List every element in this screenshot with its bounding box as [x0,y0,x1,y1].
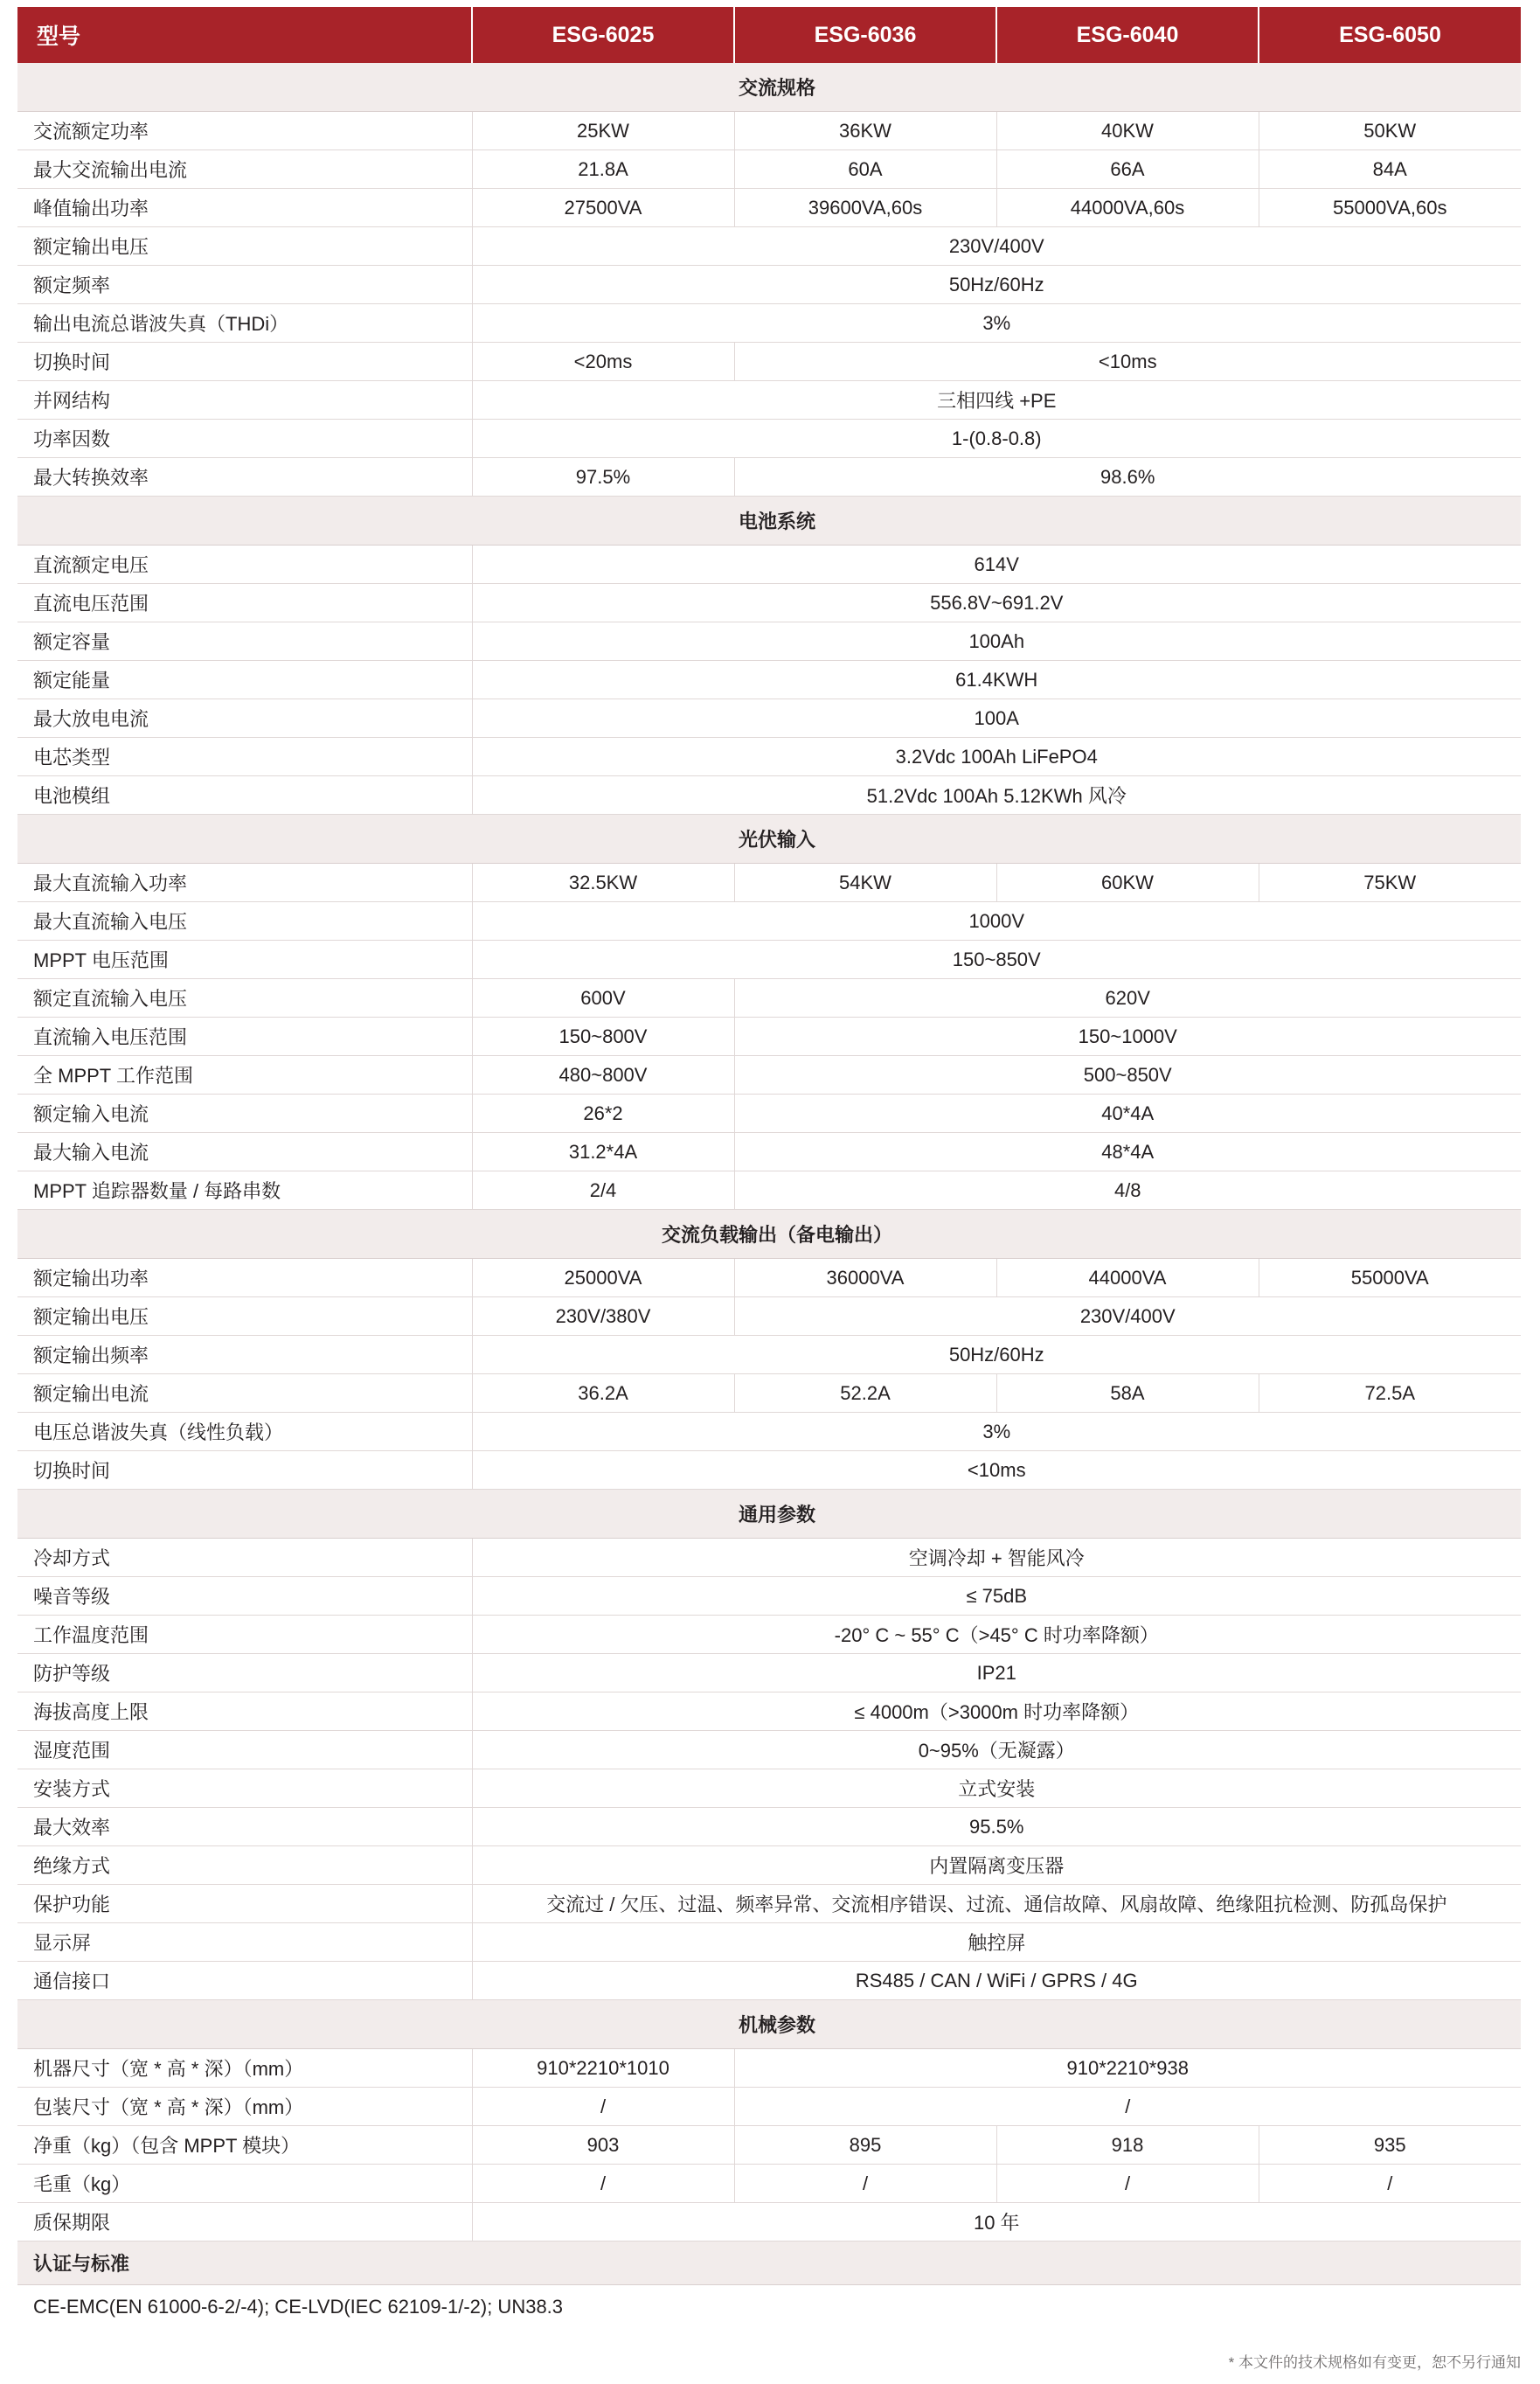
row-value: 3% [472,304,1521,343]
section-header-row [17,2000,1521,2049]
spec-sheet [0,7,1540,2384]
row-value: 230V/380V [472,1297,734,1336]
row-label: 直流输入电压范围 [17,1018,472,1056]
row-label: 防护等级 [17,1654,472,1692]
table-row [17,738,1521,776]
row-value: 2/4 [472,1171,734,1210]
row-value: 32.5KW [472,864,734,902]
table-row [17,1846,1521,1885]
table-row [17,304,1521,343]
table-row [17,622,1521,661]
header-model-1: ESG-6036 [734,7,996,63]
table-row [17,2049,1521,2088]
row-value: / [734,2088,1521,2126]
row-value: 1000V [472,902,1521,941]
row-label: 额定直流输入电压 [17,979,472,1018]
row-value: 52.2A [734,1374,996,1413]
table-row [17,458,1521,497]
table-row [17,661,1521,699]
row-value: 空调冷却 + 智能风冷 [472,1539,1521,1577]
row-label: 最大输入电流 [17,1133,472,1171]
row-label: 额定容量 [17,622,472,661]
row-label: 峰值输出功率 [17,189,472,227]
certification-block [17,2242,1521,2327]
row-value: 620V [734,979,1521,1018]
row-label: 额定输入电流 [17,1095,472,1133]
row-value: / [734,2165,996,2203]
table-row [17,1374,1521,1413]
table-row [17,699,1521,738]
header-row [17,7,1521,63]
table-row [17,902,1521,941]
row-value: 36KW [734,112,996,150]
table-row [17,864,1521,902]
row-value: <10ms [472,1451,1521,1490]
section-title: 机械参数 [17,2000,1521,2049]
table-body [17,63,1521,2242]
row-value: 66A [996,150,1259,189]
table-row [17,941,1521,979]
row-value: -20° C ~ 55° C（>45° C 时功率降额） [472,1616,1521,1654]
section-header-row [17,1490,1521,1539]
row-value: 150~800V [472,1018,734,1056]
row-value: 910*2210*938 [734,2049,1521,2088]
table-row [17,189,1521,227]
row-value: 内置隔离变压器 [472,1846,1521,1885]
table-row [17,1336,1521,1374]
row-value: 918 [996,2126,1259,2165]
table-row [17,776,1521,815]
table-row [17,1692,1521,1731]
row-label: 输出电流总谐波失真（THDi） [17,304,472,343]
row-label: 电池模组 [17,776,472,815]
row-value: 48*4A [734,1133,1521,1171]
row-value: 40KW [996,112,1259,150]
row-label: 机器尺寸（宽 * 高 * 深）（mm） [17,2049,472,2088]
row-label: 最大效率 [17,1808,472,1846]
row-value: RS485 / CAN / WiFi / GPRS / 4G [472,1962,1521,2000]
row-value: 立式安装 [472,1769,1521,1808]
row-value: 895 [734,2126,996,2165]
row-value: 903 [472,2126,734,2165]
row-value: / [996,2165,1259,2203]
section-title: 交流负载输出（备电输出） [17,1210,1521,1259]
row-value: 39600VA,60s [734,189,996,227]
header-model-0: ESG-6025 [472,7,734,63]
row-label: 额定输出电流 [17,1374,472,1413]
row-value: 84A [1259,150,1521,189]
table-row [17,1413,1521,1451]
row-label: MPPT 电压范围 [17,941,472,979]
row-value: 100A [472,699,1521,738]
row-label: 额定输出功率 [17,1259,472,1297]
row-label: 安装方式 [17,1769,472,1808]
row-value: 55000VA,60s [1259,189,1521,227]
table-row [17,1297,1521,1336]
row-value: 27500VA [472,189,734,227]
row-label: 全 MPPT 工作范围 [17,1056,472,1095]
row-value: 58A [996,1374,1259,1413]
row-label: 额定输出电压 [17,227,472,266]
table-row [17,1731,1521,1769]
row-label: 工作温度范围 [17,1616,472,1654]
row-value: 600V [472,979,734,1018]
row-value: 150~1000V [734,1018,1521,1056]
row-label: 最大直流输入电压 [17,902,472,941]
header-model-label: 型号 [17,7,472,63]
row-value: 60A [734,150,996,189]
table-row [17,979,1521,1018]
table-row [17,1808,1521,1846]
row-label: 净重（kg）（包含 MPPT 模块） [17,2126,472,2165]
row-value: 230V/400V [734,1297,1521,1336]
row-label: 最大直流输入功率 [17,864,472,902]
table-row [17,2126,1521,2165]
row-value: 935 [1259,2126,1521,2165]
row-label: 切换时间 [17,343,472,381]
row-value: 36000VA [734,1259,996,1297]
row-label: 噪音等级 [17,1577,472,1616]
row-value: 3% [472,1413,1521,1451]
table-row [17,1133,1521,1171]
table-row [17,227,1521,266]
section-title: 通用参数 [17,1490,1521,1539]
row-value: 40*4A [734,1095,1521,1133]
row-value: / [472,2165,734,2203]
section-header-row [17,815,1521,864]
row-value: 3.2Vdc 100Ah LiFePO4 [472,738,1521,776]
row-label: 包装尺寸（宽 * 高 * 深）（mm） [17,2088,472,2126]
row-value: 54KW [734,864,996,902]
table-row [17,1539,1521,1577]
row-value: 31.2*4A [472,1133,734,1171]
row-value: IP21 [472,1654,1521,1692]
row-value: / [472,2088,734,2126]
header-model-3: ESG-6050 [1259,7,1521,63]
row-label: 最大交流输出电流 [17,150,472,189]
row-value: 44000VA,60s [996,189,1259,227]
table-row [17,1056,1521,1095]
row-label: 湿度范围 [17,1731,472,1769]
row-value: 100Ah [472,622,1521,661]
row-value: 97.5% [472,458,734,497]
row-label: 功率因数 [17,420,472,458]
row-label: 绝缘方式 [17,1846,472,1885]
row-label: MPPT 追踪器数量 / 每路串数 [17,1171,472,1210]
row-value: ≤ 75dB [472,1577,1521,1616]
row-value: 75KW [1259,864,1521,902]
row-value: 72.5A [1259,1374,1521,1413]
row-value: 三相四线 +PE [472,381,1521,420]
table-row [17,546,1521,584]
row-label: 通信接口 [17,1962,472,2000]
row-value: 50Hz/60Hz [472,266,1521,304]
section-header-row [17,1210,1521,1259]
row-value: 55000VA [1259,1259,1521,1297]
row-label: 直流额定电压 [17,546,472,584]
row-value: 50KW [1259,112,1521,150]
row-label: 最大放电电流 [17,699,472,738]
row-label: 保护功能 [17,1885,472,1923]
table-row [17,2165,1521,2203]
row-value: 60KW [996,864,1259,902]
table-row [17,1885,1521,1923]
table-row [17,1616,1521,1654]
section-title: 光伏输入 [17,815,1521,864]
table-row [17,2088,1521,2126]
row-value: 25KW [472,112,734,150]
row-value: 51.2Vdc 100Ah 5.12KWh 风冷 [472,776,1521,815]
row-value: <20ms [472,343,734,381]
row-value: 26*2 [472,1095,734,1133]
section-header-row [17,63,1521,112]
table-row [17,1171,1521,1210]
row-value: <10ms [734,343,1521,381]
row-value: 交流过 / 欠压、过温、频率异常、交流相序错误、过流、通信故障、风扇故障、绝缘阻抗检测、防孤岛保护 [472,1885,1521,1923]
footnote: * 本文件的技术规格如有变更，恕不另行通知 [1228,2354,1521,2371]
table-row [17,1018,1521,1056]
row-label: 电压总谐波失真（线性负载） [17,1413,472,1451]
table-header [17,7,1521,63]
table-row [17,1259,1521,1297]
table-row [17,584,1521,622]
row-value: / [1259,2165,1521,2203]
table-row [17,1769,1521,1808]
row-label: 显示屏 [17,1923,472,1962]
row-value: 1-(0.8-0.8) [472,420,1521,458]
row-value: 25000VA [472,1259,734,1297]
table-row [17,150,1521,189]
row-label: 冷却方式 [17,1539,472,1577]
row-value: 0~95%（无凝露） [472,1731,1521,1769]
row-value: ≤ 4000m（>3000m 时功率降额） [472,1692,1521,1731]
row-value: 50Hz/60Hz [472,1336,1521,1374]
table-row [17,2203,1521,2242]
table-row [17,266,1521,304]
table-row [17,1654,1521,1692]
row-label: 最大转换效率 [17,458,472,497]
row-label: 交流额定功率 [17,112,472,150]
row-value: 61.4KWH [472,661,1521,699]
table-row [17,343,1521,381]
row-value: 480~800V [472,1056,734,1095]
section-title: 电池系统 [17,497,1521,546]
specification-table [17,7,1521,2242]
row-value: 95.5% [472,1808,1521,1846]
row-value: 44000VA [996,1259,1259,1297]
row-label: 并网结构 [17,381,472,420]
row-label: 毛重（kg） [17,2165,472,2203]
row-label: 质保期限 [17,2203,472,2242]
row-label: 切换时间 [17,1451,472,1490]
row-value: 98.6% [734,458,1521,497]
header-model-2: ESG-6040 [996,7,1259,63]
table-row [17,420,1521,458]
table-row [17,1962,1521,2000]
certification-text: CE-EMC(EN 61000-6-2/-4); CE-LVD(IEC 62109-1/-2); UN38.3 [33,2296,564,2318]
row-label: 额定能量 [17,661,472,699]
row-value: 21.8A [472,150,734,189]
table-row [17,381,1521,420]
table-row [17,1923,1521,1962]
row-value: 910*2210*1010 [472,2049,734,2088]
table-row [17,112,1521,150]
row-value: 10 年 [472,2203,1521,2242]
row-value: 556.8V~691.2V [472,584,1521,622]
row-value: 614V [472,546,1521,584]
table-row [17,1451,1521,1490]
table-row [17,1577,1521,1616]
row-label: 直流电压范围 [17,584,472,622]
row-label: 额定输出频率 [17,1336,472,1374]
row-value: 触控屏 [472,1923,1521,1962]
row-value: 500~850V [734,1056,1521,1095]
section-header-row [17,497,1521,546]
row-value: 230V/400V [472,227,1521,266]
row-label: 额定频率 [17,266,472,304]
row-value: 4/8 [734,1171,1521,1210]
row-value: 36.2A [472,1374,734,1413]
row-label: 海拔高度上限 [17,1692,472,1731]
table-row [17,1095,1521,1133]
row-label: 电芯类型 [17,738,472,776]
row-label: 额定输出电压 [17,1297,472,1336]
section-title: 交流规格 [17,63,1521,112]
certification-title: 认证与标准 [17,2242,1521,2285]
row-value: 150~850V [472,941,1521,979]
